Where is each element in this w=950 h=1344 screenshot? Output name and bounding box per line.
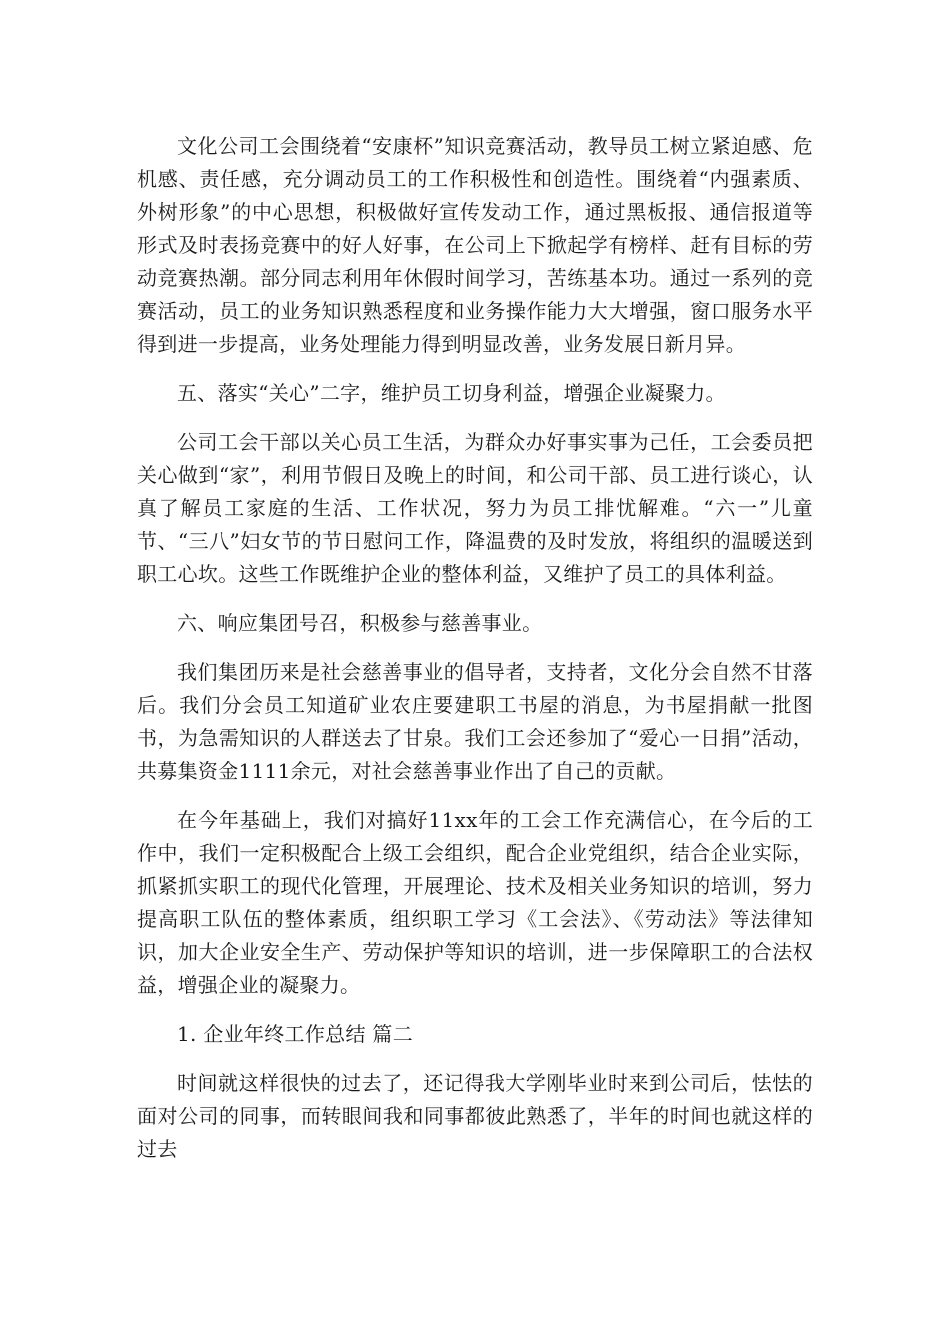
paragraph-part-two-intro: 时间就这样很快的过去了，还记得我大学刚毕业时来到公司后，怯怯的面对公司的同事，而转眼间我和同事都彼此熟悉了，半年的时间也就这样的过去 [137,1071,813,1161]
list-heading-part-two: 1. 企业年终工作总结 篇二 [177,1022,413,1046]
section-heading-five: 五、落实“关心”二字，维护员工切身利益，增强企业凝聚力。 [177,381,726,405]
paragraph-care: 公司工会干部以关心员工生活，为群众办好事实事为己任，工会委员把关心做到“家”，利用节假日及晚上的时间，和公司干部、员工进行谈心，认真了解员工家庭的生活、工作状况，努力为员工排忧解难。“六一”儿童节、“三八”妇女节的节日慰问工作，降温费的及时发放，将组织的温暖送到职工心坎。这些工作既维护企业的整体利益，又维护了员工的具体利益。 [137,430,813,586]
paragraph-competition: 文化公司工会围绕着“安康杯”知识竞赛活动，教导员工树立紧迫感、危机感、责任感，充分调动员工的工作积极性和创造性。围绕着“内强素质、外树形象”的中心思想，积极做好宣传发动工作，通过黑板报、通信报道等形式及时表扬竞赛中的好人好事，在公司上下掀起学有榜样、赶有目标的劳动竞赛热潮。部分同志利用年休假时间学习，苦练基本功。通过一系列的竞赛活动，员工的业务知识熟悉程度和业务操作能力大大增强，窗口服务水平得到进一步提高，业务处理能力得到明显改善，业务发展日新月异。 [137,134,813,356]
document-body [137,130,813,1166]
paragraph-charity: 我们集团历来是社会慈善事业的倡导者，支持者，文化分会自然不甘落后。我们分会员工知道矿业农庄要建职工书屋的消息，为书屋捐献一批图书，为急需知识的人群送去了甘泉。我们工会还参加了“爱心一日捐”活动，共募集资金1111余元，对社会慈善事业作出了自己的贡献。 [137,660,813,783]
section-heading-six: 六、响应集团号召，积极参与慈善事业。 [177,611,543,635]
paragraph-outlook: 在今年基础上，我们对搞好11xx年的工会工作充满信心，在今后的工作中，我们一定积极配合上级工会组织，配合企业党组织，结合企业实际，抓紧抓实职工的现代化管理，开展理论、技术及相关业务知识的培训，努力提高职工队伍的整体素质，组织职工学习《工会法》、《劳动法》等法律知识，加大企业安全生产、劳动保护等知识的培训，进一步保障职工的合法权益，增强企业的凝聚力。 [137,808,813,997]
